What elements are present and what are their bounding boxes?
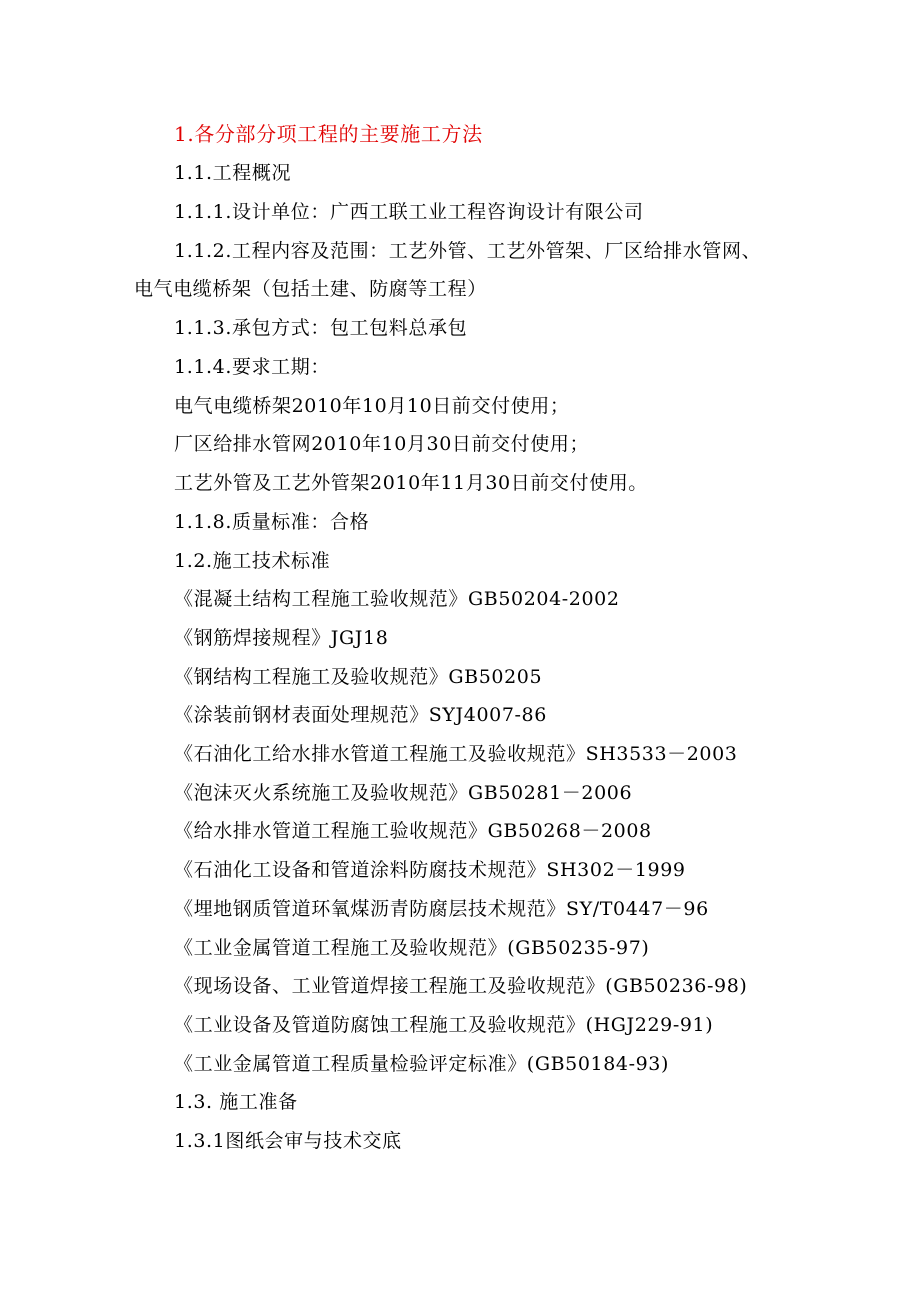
standard-item: 《钢结构工程施工及验收规范》GB50205 [174, 666, 543, 688]
quality-standard-item: 1.1.8.质量标准：合格 [174, 511, 370, 533]
standard-item: 《钢筋焊接规程》JGJ18 [174, 627, 389, 649]
standard-item: 《石油化工给水排水管道工程施工及验收规范》SH3533－2003 [174, 743, 738, 765]
schedule-line: 工艺外管及工艺外管架2010年11月30日前交付使用。 [174, 472, 648, 494]
scope-item-line-2: 电气电缆桥架（包括土建、防腐等工程） [134, 278, 487, 300]
standard-item: 《埋地钢质管道环氧煤沥青防腐层技术规范》SY/T0447－96 [174, 898, 709, 920]
standard-item: 《涂装前钢材表面处理规范》SYJ4007-86 [174, 704, 547, 726]
section-1-1-title: 1.1.工程概况 [174, 162, 292, 184]
standard-item: 《混凝土结构工程施工验收规范》GB50204-2002 [174, 588, 620, 610]
drawing-review-item: 1.3.1图纸会审与技术交底 [174, 1130, 402, 1152]
standard-item: 《现场设备、工业管道焊接工程施工及验收规范》(GB50236-98) [174, 975, 748, 997]
standard-item: 《工业设备及管道防腐蚀工程施工及验收规范》(HGJ229-91) [174, 1014, 714, 1036]
section-1-3-title: 1.3. 施工准备 [174, 1091, 298, 1113]
schedule-line: 电气电缆桥架2010年10月10日前交付使用； [174, 395, 570, 417]
main-heading: 1.各分部分项工程的主要施工方法 [174, 122, 483, 146]
design-unit-item: 1.1.1.设计单位：广西工联工业工程咨询设计有限公司 [174, 201, 644, 223]
contract-method-item: 1.1.3.承包方式：包工包料总承包 [174, 317, 468, 339]
standard-item: 《泡沫灭火系统施工及验收规范》GB50281－2006 [174, 782, 633, 804]
standard-item: 《工业金属管道工程质量检验评定标准》(GB50184-93) [174, 1053, 670, 1075]
scope-item-line-1: 1.1.2.工程内容及范围：工艺外管、工艺外管架、厂区给排水管网、 [174, 240, 762, 262]
schedule-line: 厂区给排水管网2010年10月30日前交付使用； [174, 433, 590, 455]
standard-item: 《石油化工设备和管道涂料防腐技术规范》SH302－1999 [174, 859, 686, 881]
standard-item: 《给水排水管道工程施工验收规范》GB50268－2008 [174, 820, 652, 842]
section-1-2-title: 1.2.施工技术标准 [174, 550, 331, 572]
standard-item: 《工业金属管道工程施工及验收规范》(GB50235-97) [174, 937, 650, 959]
schedule-item-title: 1.1.4.要求工期： [174, 356, 330, 378]
